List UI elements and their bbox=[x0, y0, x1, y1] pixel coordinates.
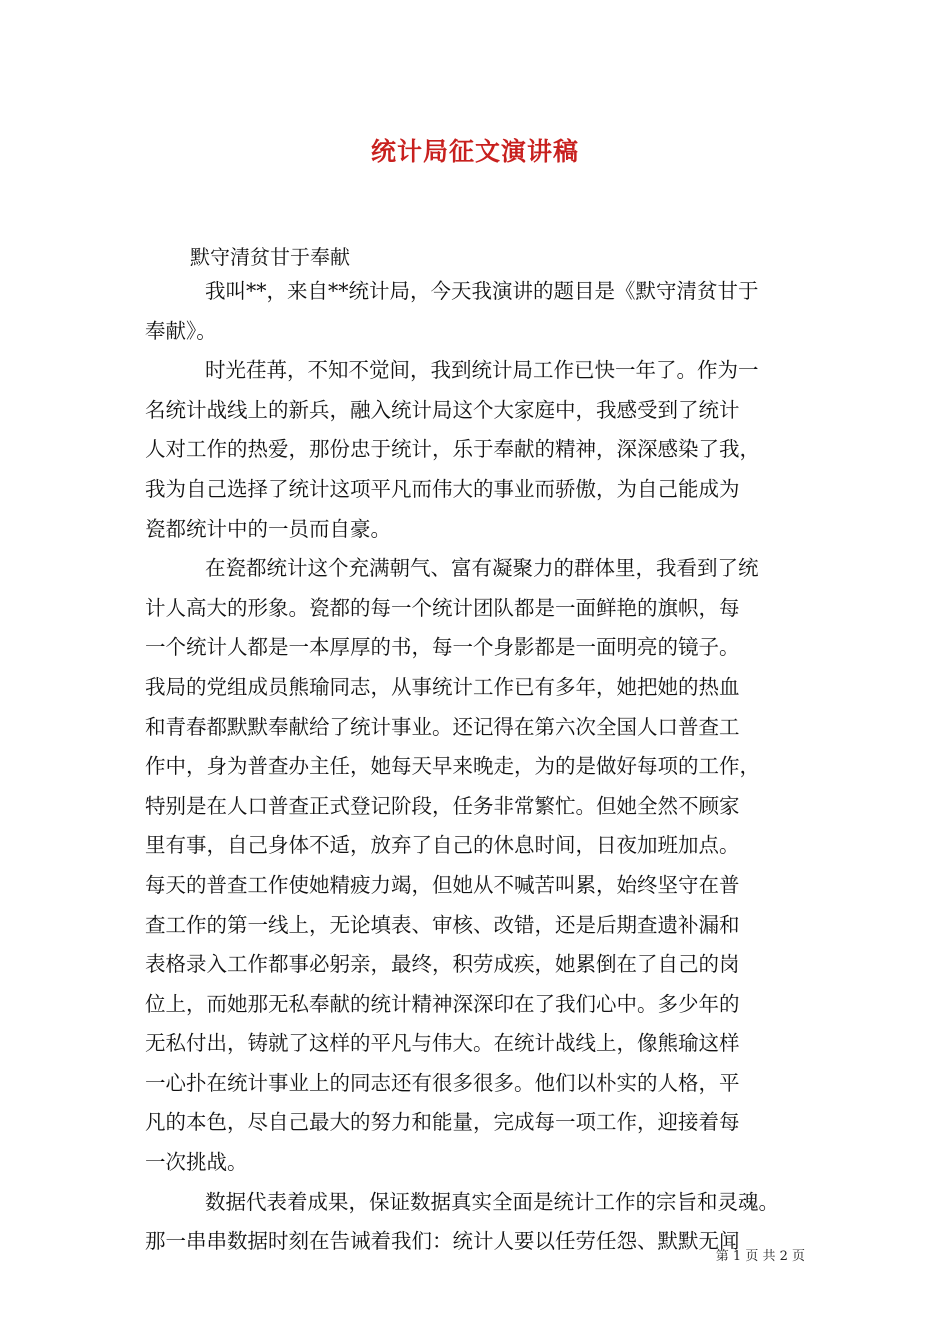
text-line: 一心扑在统计事业上的同志还有很多很多。他们以朴实的人格，平 bbox=[145, 1070, 740, 1095]
text-line: 无私付出，铸就了这样的平凡与伟大。在统计战线上，像熊瑜这样 bbox=[145, 1031, 740, 1056]
text-line: 我局的党组成员熊瑜同志，从事统计工作已有多年，她把她的热血 bbox=[145, 674, 740, 699]
text-line: 数据代表着成果，保证数据真实全面是统计工作的宗旨和灵魂。 bbox=[205, 1189, 779, 1214]
text-line: 瓷都统计中的一员而自豪。 bbox=[145, 516, 391, 541]
text-line: 表格录入工作都事必躬亲，最终，积劳成疾，她累倒在了自己的岗 bbox=[145, 952, 740, 977]
text-line: 查工作的第一线上，无论填表、审核、改错，还是后期查遗补漏和 bbox=[145, 912, 740, 937]
text-line: 我为自己选择了统计这项平凡而伟大的事业而骄傲，为自己能成为 bbox=[145, 476, 740, 501]
page-number: 第 1 页 共 2 页 bbox=[715, 1249, 805, 1264]
document-subtitle: 默守清贫甘于奉献 bbox=[190, 245, 350, 269]
text-line: 那一串串数据时刻在告诫着我们：统计人要以任劳任怨、默默无闻 bbox=[145, 1229, 740, 1254]
text-line: 奉献》。 bbox=[145, 318, 217, 343]
text-line: 名统计战线上的新兵，融入统计局这个大家庭中，我感受到了统计 bbox=[145, 397, 740, 422]
text-line: 特别是在人口普查正式登记阶段，任务非常繁忙。但她全然不顾家 bbox=[145, 793, 740, 818]
document-body bbox=[145, 272, 805, 1262]
text-line: 凡的本色，尽自己最大的努力和能量，完成每一项工作，迎接着每 bbox=[145, 1110, 740, 1135]
text-line: 在瓷都统计这个充满朝气、富有凝聚力的群体里，我看到了统 bbox=[205, 556, 759, 581]
text-line: 位上，而她那无私奉献的统计精神深深印在了我们心中。多少年的 bbox=[145, 991, 740, 1016]
text-line: 每天的普查工作使她精疲力竭，但她从不喊苦叫累，始终坚守在普 bbox=[145, 872, 740, 897]
text-line: 计人高大的形象。瓷都的每一个统计团队都是一面鲜艳的旗帜，每 bbox=[145, 595, 740, 620]
text-line: 一次挑战。 bbox=[145, 1150, 248, 1175]
document-title: 统计局征文演讲稿 bbox=[370, 137, 579, 166]
text-line: 时光荏苒，不知不觉间，我到统计局工作已快一年了。作为一 bbox=[205, 358, 759, 383]
text-line: 和青春都默默奉献给了统计事业。还记得在第六次全国人口普查工 bbox=[145, 714, 740, 739]
text-line: 我叫**，来自**统计局，今天我演讲的题目是《默守清贫甘于 bbox=[205, 279, 759, 303]
text-line: 人对工作的热爱，那份忠于统计，乐于奉献的精神，深深感染了我， bbox=[145, 437, 760, 462]
text-line: 里有事，自己身体不适，放弃了自己的休息时间，日夜加班加点。 bbox=[145, 833, 740, 858]
text-line: 一个统计人都是一本厚厚的书，每一个身影都是一面明亮的镜子。 bbox=[145, 635, 740, 660]
text-line: 作中，身为普查办主任，她每天早来晚走，为的是做好每项的工作， bbox=[145, 754, 760, 779]
